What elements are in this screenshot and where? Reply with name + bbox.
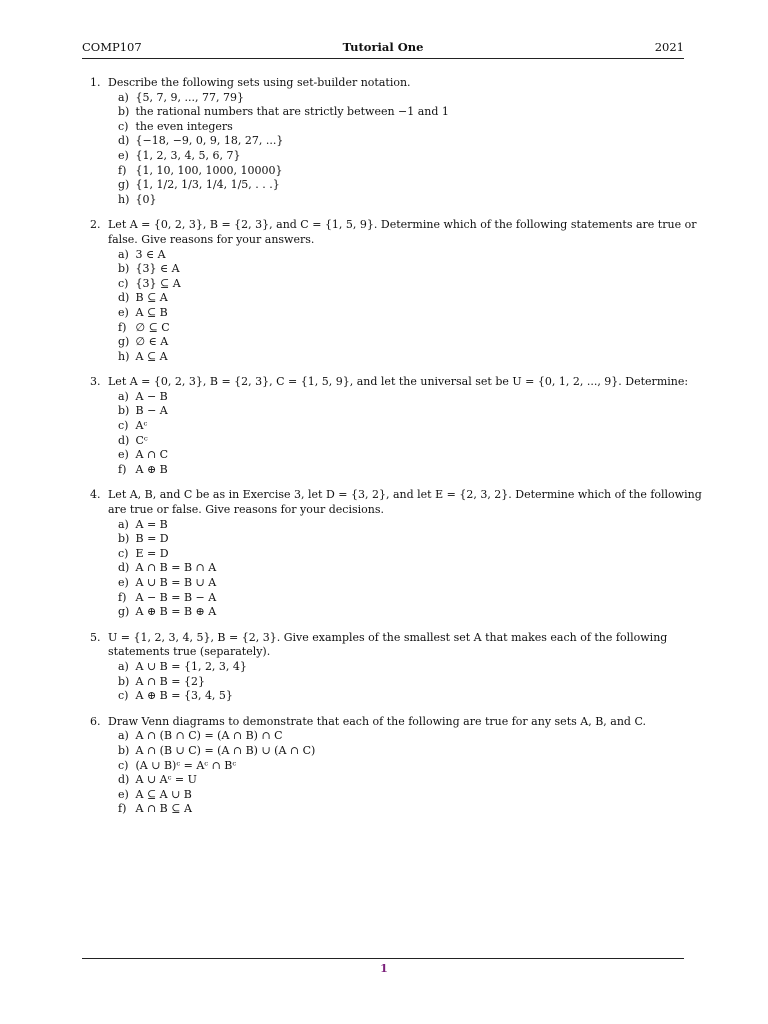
tutorial-content [90, 76, 708, 828]
item-label: d) [118, 134, 130, 148]
question-item [118, 660, 708, 675]
question-items [90, 729, 708, 817]
item-label: c) [118, 276, 129, 290]
question-items [90, 248, 708, 365]
question-item [118, 802, 708, 817]
item-label: h) [118, 192, 130, 206]
item-text: A ∩ B ⊆ A [135, 802, 192, 816]
item-label: b) [118, 674, 130, 688]
item-label: e) [118, 148, 129, 162]
question-text: Describe the following sets using set-builder notation. [108, 76, 411, 89]
item-label: d) [118, 291, 130, 305]
question-item [118, 561, 708, 576]
item-text: A = B [135, 517, 168, 531]
item-text: B = D [135, 532, 169, 546]
item-label: e) [118, 448, 129, 462]
question-item [118, 91, 708, 106]
item-label: d) [118, 433, 130, 447]
question-items [90, 660, 708, 704]
question-stem [90, 715, 708, 730]
item-text: 3 ∈ A [135, 247, 166, 261]
item-label: c) [118, 689, 129, 703]
page-header [82, 38, 684, 59]
year: 2021 [654, 40, 684, 54]
question-text: Let A, B, and C be as in Exercise 3, let D = {3, 2}, and let E = {2, 3, 2}. Determine which of the following are true or false. Give reasons for your decisions. [108, 488, 702, 517]
question-text: Let A = {0, 2, 3}, B = {2, 3}, and C = {1, 5, 9}. Determine which of the following statements are true or false. Give reasons for your answers. [108, 218, 697, 246]
item-text: A ∪ B = B ∪ A [135, 576, 217, 589]
question-item [118, 419, 708, 434]
question-item [118, 773, 708, 788]
question-item [118, 463, 708, 478]
item-text: A ⊕ B = {3, 4, 5} [135, 689, 233, 703]
question-item [118, 149, 708, 164]
item-text: A ∩ C [135, 448, 169, 462]
question-6 [90, 715, 708, 817]
course-code: COMP107 [82, 40, 142, 54]
question-2 [90, 218, 708, 364]
item-label: b) [118, 105, 130, 119]
question-item [118, 689, 708, 704]
item-label: c) [118, 758, 129, 772]
item-text: A − B = B − A [135, 590, 217, 604]
item-text: A ∩ B = {2} [135, 674, 205, 688]
question-stem [90, 631, 708, 660]
question-stem [90, 218, 708, 247]
item-text: {1, 10, 100, 1000, 10000} [135, 163, 283, 177]
question-item [118, 759, 708, 774]
item-text: {5, 7, 9, ..., 77, 79} [135, 90, 244, 104]
item-label: a) [118, 659, 129, 673]
question-item [118, 788, 708, 803]
question-stem [90, 488, 708, 517]
question-item [118, 120, 708, 135]
question-item [118, 576, 708, 591]
question-item [118, 277, 708, 292]
question-item [118, 105, 708, 120]
item-text: Cᶜ [135, 433, 148, 447]
item-text: B − A [135, 404, 168, 418]
item-text: A − B [135, 389, 168, 403]
item-text: B ⊆ A [135, 291, 168, 305]
question-item [118, 605, 708, 620]
item-text: A ∩ B = B ∩ A [135, 561, 217, 575]
item-label: b) [118, 262, 130, 276]
item-label: d) [118, 561, 130, 575]
item-label: f) [118, 802, 127, 816]
item-label: f) [118, 462, 127, 476]
question-5 [90, 631, 708, 704]
question-item [118, 335, 708, 350]
question-item [118, 434, 708, 449]
question-items [90, 390, 708, 478]
question-text: Draw Venn diagrams to demonstrate that each of the following are true for any sets A, B, and C. [108, 714, 646, 728]
item-label: a) [118, 247, 129, 261]
item-text: A ∩ (B ∪ C) = (A ∩ B) ∪ (A ∩ C) [135, 743, 316, 757]
item-label: a) [118, 389, 129, 403]
question-4 [90, 488, 708, 619]
item-label: e) [118, 787, 129, 801]
item-label: h) [118, 349, 130, 363]
page-number: 1 [380, 962, 388, 975]
question-item [118, 448, 708, 463]
question-number: 2. [90, 218, 101, 232]
question-item [118, 744, 708, 759]
item-text: A ∪ Aᶜ = U [135, 773, 197, 787]
question-number: 3. [90, 375, 101, 389]
question-item [118, 262, 708, 277]
page-title: Tutorial One [342, 40, 424, 54]
question-number: 1. [90, 76, 101, 89]
item-text: {1, 1/2, 1/3, 1/4, 1/5, . . .} [135, 178, 280, 192]
question-item [118, 178, 708, 193]
item-label: c) [118, 119, 129, 133]
question-item [118, 291, 708, 306]
item-label: c) [118, 546, 129, 560]
item-text: A ∪ B = {1, 2, 3, 4} [135, 659, 247, 673]
item-text: {1, 2, 3, 4, 5, 6, 7} [135, 148, 241, 162]
question-stem [90, 76, 708, 91]
item-label: c) [118, 419, 129, 433]
question-item [118, 729, 708, 744]
question-item [118, 675, 708, 690]
item-label: f) [118, 320, 127, 334]
question-number: 5. [90, 630, 101, 644]
question-item [118, 134, 708, 149]
question-number: 6. [90, 714, 101, 728]
item-text: {0} [135, 192, 157, 206]
item-label: b) [118, 404, 130, 418]
question-3 [90, 375, 708, 477]
item-label: f) [118, 590, 127, 604]
item-label: a) [118, 90, 129, 104]
item-label: g) [118, 178, 130, 192]
question-item [118, 306, 708, 321]
item-text: A ⊆ B [135, 305, 168, 319]
item-text: the even integers [135, 119, 233, 133]
item-label: a) [118, 729, 129, 743]
item-text: A ⊕ B = B ⊕ A [135, 605, 217, 619]
question-item [118, 390, 708, 405]
item-text: A ⊕ B [135, 462, 168, 476]
item-text: A ∩ (B ∩ C) = (A ∩ B) ∩ C [135, 729, 283, 743]
item-text: (A ∪ B)ᶜ = Aᶜ ∩ Bᶜ [135, 758, 237, 772]
question-item [118, 321, 708, 336]
question-number: 4. [90, 488, 101, 502]
question-item [118, 547, 708, 562]
item-text: {3} ⊆ A [135, 276, 181, 290]
item-label: d) [118, 773, 130, 787]
question-items [90, 518, 708, 620]
question-item [118, 350, 708, 365]
question-item [118, 404, 708, 419]
question-item [118, 532, 708, 547]
item-text: {3} ∈ A [135, 262, 180, 276]
question-1 [90, 76, 708, 207]
item-label: a) [118, 517, 129, 531]
question-items [90, 91, 708, 208]
item-text: ∅ ⊆ C [135, 320, 170, 334]
question-item [118, 164, 708, 179]
item-text: E = D [135, 546, 169, 560]
item-text: A ⊆ A ∪ B [135, 787, 192, 801]
item-text: the rational numbers that are strictly between −1 and 1 [135, 105, 449, 119]
item-label: e) [118, 305, 129, 319]
footer-rule [82, 958, 684, 959]
item-label: b) [118, 532, 130, 546]
question-item [118, 518, 708, 533]
item-text: {−18, −9, 0, 9, 18, 27, ...} [135, 134, 284, 148]
item-label: f) [118, 163, 127, 177]
item-label: g) [118, 605, 130, 619]
question-text: U = {1, 2, 3, 4, 5}, B = {2, 3}. Give examples of the smallest set A that makes each of the following statements true (separately). [108, 630, 668, 659]
question-text: Let A = {0, 2, 3}, B = {2, 3}, C = {1, 5, 9}, and let the universal set be U = {0, 1, 2, ..., 9}. Determine: [108, 375, 689, 389]
question-item [118, 248, 708, 263]
item-text: ∅ ∈ A [135, 335, 169, 349]
question-item [118, 591, 708, 606]
item-label: g) [118, 335, 130, 349]
question-item [118, 193, 708, 208]
item-label: b) [118, 743, 130, 757]
item-text: Aᶜ [135, 419, 148, 433]
item-text: A ⊆ A [135, 349, 168, 363]
question-stem [90, 375, 708, 390]
item-label: e) [118, 576, 129, 589]
